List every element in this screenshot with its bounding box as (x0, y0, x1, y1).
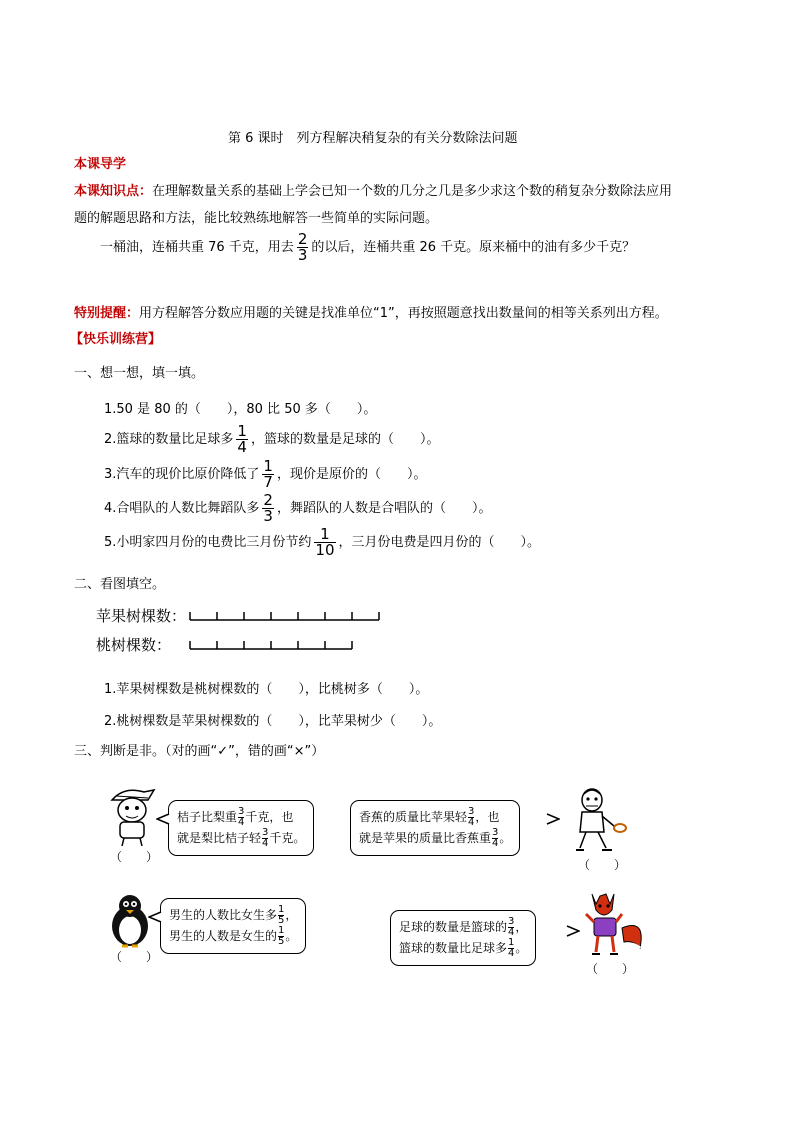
q4-text-a: 4.合唱队的人数比舞蹈队多 (104, 501, 260, 516)
frac-denominator: 4 (508, 948, 515, 959)
bubble-fraction (492, 828, 498, 849)
q5-text-b: ，三月份电费是四月份的（ ）。 (338, 535, 541, 550)
apple-tree-label: 苹果树棵数： (96, 607, 187, 625)
bubble-text: ，也 (475, 810, 500, 824)
old-man-character-illustration (566, 786, 630, 856)
bubble-text: 香蕉的质量比苹果轻 (359, 810, 468, 824)
bubble-text: 千克。 (269, 831, 306, 845)
bubble-fraction (508, 938, 514, 959)
speech-bubble-1 (168, 800, 314, 856)
frac-denominator: 4 (262, 838, 269, 849)
q4-text-b: ，舞蹈队的人数是合唱队的（ ）。 (276, 501, 492, 516)
q5-text-a: 5.小明家四月份的电费比三月份节约 (104, 535, 312, 550)
bubble2-line2 (359, 828, 511, 849)
fox-character-illustration (578, 888, 648, 960)
bubble1-line1 (177, 807, 305, 828)
bubble3-line2 (169, 926, 297, 947)
bubble1-tail (156, 812, 170, 826)
q3-text-b: ，现价是原价的（ ）。 (276, 467, 427, 482)
speech-bubble-3 (160, 898, 306, 954)
special-tip (74, 302, 668, 321)
frac-numerator: 2 (297, 230, 308, 248)
bubble-text: 千克，也 (245, 810, 294, 824)
frac-denominator: 4 (237, 438, 247, 456)
frac-denominator: 5 (278, 936, 285, 947)
q4-fraction (262, 493, 274, 524)
tip-label: 特别提醒： (74, 306, 140, 321)
question-1-1: 1.50 是 80 的（ ），80 比 50 多（ ）。 (104, 402, 377, 417)
bubble-text: 就是梨比桔子轻 (177, 831, 262, 845)
peach-tree-label: 桃树棵数： (96, 636, 172, 654)
frac-numerator: 3 (238, 806, 245, 817)
knowledge-label: 本课知识点： (74, 184, 153, 199)
bubble-text: ， (515, 920, 528, 934)
knowledge-point-line2: 题的解题思路和方法，能比较熟练地解答一些简单的实际问题。 (74, 211, 439, 226)
frac-numerator: 3 (262, 827, 269, 838)
bubble2-tail (546, 812, 560, 826)
bubble-text: 足球的数量是篮球的 (399, 920, 508, 934)
bubble4-line2 (399, 938, 527, 959)
bubble-text: 桔子比梨重 (177, 810, 238, 824)
frac-denominator: 3 (263, 507, 273, 525)
bubble-text: 篮球的数量比足球多 (399, 941, 508, 955)
frac-numerator: 1 (237, 422, 247, 440)
section1-heading: 一、想一想，填一填。 (74, 366, 205, 381)
bubble3-line1 (169, 905, 297, 926)
bubble3-tail (148, 910, 162, 924)
section2-heading: 二、看图填空。 (74, 577, 166, 592)
bubble2-line1 (359, 807, 511, 828)
section3-heading: 三、判断是非。（对的画“✓”，错的画“×”） (74, 744, 325, 759)
frac-numerator: 1 (278, 925, 285, 936)
boy-character-illustration (104, 786, 160, 848)
bubble-text: 就是苹果的质量比香蕉重 (359, 831, 492, 845)
bubble-fraction (278, 926, 284, 947)
bubble-text: ， (285, 908, 298, 922)
q2-text-a: 2.篮球的数量比足球多 (104, 432, 234, 447)
bubble-fraction (278, 905, 284, 926)
q2-text-b: ，篮球的数量是足球的（ ）。 (250, 432, 440, 447)
answer-blank-3[interactable]: （ ） (110, 950, 159, 964)
frac-numerator: 2 (263, 491, 273, 509)
speech-bubble-2 (350, 800, 520, 856)
bubble-fraction (468, 807, 474, 828)
bubble-text: 。 (515, 941, 528, 955)
frac-denominator: 10 (315, 541, 335, 559)
apple-tree-segment-bar (188, 609, 383, 625)
question-1-5 (104, 527, 540, 558)
example-problem (100, 232, 635, 263)
tip-text: 用方程解答分数应用题的关键是找准单位“1”，再按照题意找出数量间的相等关系列出方程。 (139, 306, 668, 321)
bubble-fraction (238, 807, 244, 828)
lesson-guide-heading: 本课导学 (74, 157, 127, 172)
question-2-2: 2.桃树棵数是苹果树棵数的（ ），比苹果树少（ ）。 (104, 714, 442, 729)
frac-denominator: 3 (297, 246, 308, 264)
knowledge-point-line1 (74, 180, 672, 199)
frac-denominator: 5 (278, 915, 285, 926)
bubble-text: 。 (499, 831, 512, 845)
frac-numerator: 1 (278, 904, 285, 915)
q2-fraction (236, 424, 248, 455)
bubble-text: 男生的人数是女生的 (169, 929, 278, 943)
question-1-4 (104, 493, 491, 524)
question-2-1: 1.苹果树棵数是桃树棵数的（ ），比桃树多（ ）。 (104, 682, 429, 697)
bubble-text: 男生的人数比女生多 (169, 908, 278, 922)
frac-numerator: 3 (508, 916, 515, 927)
peach-tree-segment-bar (188, 638, 383, 654)
frac-denominator: 4 (238, 817, 245, 828)
bubble-fraction (508, 917, 514, 938)
answer-blank-4[interactable]: （ ） (586, 962, 635, 976)
example-text-a: 一桶油，连桶共重 76 千克，用去 (100, 240, 294, 255)
q3-fraction (262, 459, 274, 490)
question-1-2 (104, 424, 439, 455)
bubble1-line2 (177, 828, 305, 849)
bubble-fraction (262, 828, 268, 849)
question-1-3 (104, 459, 426, 490)
frac-numerator: 1 (508, 937, 515, 948)
frac-numerator: 1 (263, 457, 273, 475)
frac-denominator: 4 (492, 838, 499, 849)
frac-numerator: 3 (492, 827, 499, 838)
knowledge-text-1: 在理解数量关系的基础上学会已知一个数的几分之几是多少求这个数的稍复杂分数除法应用 (152, 184, 673, 199)
frac-numerator: 3 (468, 806, 475, 817)
speech-bubble-4 (390, 910, 536, 966)
example-text-b: 的以后，连桶共重 26 千克。原来桶中的油有多少千克？ (311, 240, 636, 255)
training-camp-heading: 【快乐训练营】 (70, 332, 162, 347)
answer-blank-2[interactable]: （ ） (578, 858, 627, 872)
bubble4-line1 (399, 917, 527, 938)
answer-blank-1[interactable]: （ ） (110, 850, 159, 864)
q3-text-a: 3.汽车的现价比原价降低了 (104, 467, 260, 482)
bubble-text: 。 (285, 929, 298, 943)
frac-denominator: 7 (263, 473, 273, 491)
frac-denominator: 4 (468, 817, 475, 828)
page-title: 第 6 课时 列方程解决稍复杂的有关分数除法问题 (228, 131, 518, 146)
frac-denominator: 4 (508, 927, 515, 938)
frac-numerator: 1 (320, 525, 330, 543)
q5-fraction (314, 527, 335, 558)
example-fraction (297, 232, 309, 263)
